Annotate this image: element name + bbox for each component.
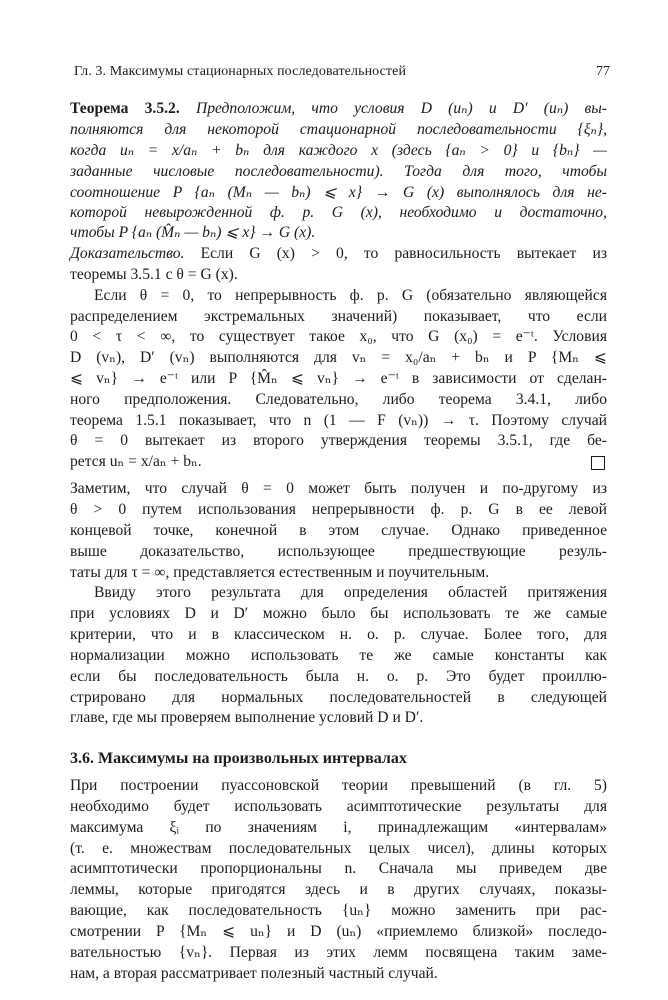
remark-line: если бы последовательность была н. о. р. Это будет проиллю- [70, 668, 607, 685]
remark-line: главе, где мы проверяем выполнение условий D и D′. [70, 709, 424, 726]
section-line: При построении пуассоновской теории превышений (в гл. 5) [70, 777, 607, 794]
remark-line: таты для τ = ∞, представляется естественным и поучительным. [70, 564, 490, 581]
remark-line: критерии, что и в классическом н. о. р. случае. Более того, для [70, 626, 607, 643]
proof-line-text: Если G (x) > 0, то равносильность вытекает из [184, 245, 607, 262]
section-line: максимума ξᵢ по значениям i, принадлежащим «интервалам» [70, 819, 607, 836]
proof-line: ⩽ vₙ} → e⁻ᵗ или P {M̂ₙ ⩽ vₙ} → e⁻ᵗ в зависимости от сделан- [70, 370, 607, 387]
proof-line: ного предположения. Следовательно, либо теорема 3.4.1, либо [70, 391, 607, 408]
theorem-label: Теорема 3.5.2. [70, 100, 180, 117]
theorem-line: которой невырожденной ф. р. G (x), необходимо и достаточно, [70, 204, 607, 221]
remark-line: концевой точке, конечной в этом случае. Однако приведенное [70, 522, 607, 539]
proof-line: 0 < τ < ∞, то существует такое x₀, что G (x₀) = e⁻ᵗ. Условия [70, 328, 607, 345]
qed-square-icon [591, 456, 605, 470]
proof-line [70, 452, 607, 472]
proof-line-text: рется uₙ = x/aₙ + bₙ. [70, 453, 202, 470]
theorem-line: полняются для некоторой стационарной последовательности {ξₙ}, [70, 121, 607, 138]
proof-line [70, 244, 607, 264]
remark-line: Ввиду этого результата для определения областей притяжения [94, 584, 607, 601]
running-title: Гл. 3. Максимумы стационарных последовательностей [74, 64, 407, 79]
proof-line: D (vₙ), D′ (vₙ) выполняются для vₙ = x₀/aₙ + bₙ и P {Mₙ ⩽ [70, 349, 607, 366]
section-heading: 3.6. Максимумы на произвольных интервалах [70, 750, 407, 767]
proof-label: Доказательство. [70, 245, 185, 262]
theorem-line-text: Предположим, что условия D (uₙ) и D′ (uₙ) вы- [179, 100, 607, 117]
section-line: смотрении P {Mₙ ⩽ uₙ} и D (uₙ) «приемлемо близкой» последо- [70, 923, 607, 940]
proof-line: θ = 0 вытекает из второго утверждения теоремы 3.5.1, где бе- [70, 432, 607, 449]
theorem-line: когда uₙ = x/aₙ + bₙ для каждого x (здесь {aₙ > 0} и {bₙ} — [70, 142, 607, 159]
theorem-line: чтобы P {aₙ (M̂ₙ — bₙ) ⩽ x} → G (x). [70, 224, 316, 241]
section-line: леммы, которые пригодятся здесь и в других случаях, показы- [70, 881, 607, 898]
section-line: (т. е. множествам последовательных целых чисел), длины которых [70, 840, 607, 857]
remark-line: нормализации можно использовать те же самые константы как [70, 647, 607, 664]
remark-line: при условиях D и D′ можно было бы использовать те же самые [70, 605, 607, 622]
running-head [70, 64, 610, 84]
section-line: нам, а вторая рассматривает полезный частный случай. [70, 965, 438, 982]
theorem-line: заданные числовые последовательности). Тогда для того, чтобы [70, 163, 607, 180]
section-line: вательностью {vₙ}. Первая из этих лемм посвящена таким заме- [70, 944, 607, 961]
theorem-line: соотношение P {aₙ (Mₙ — bₙ) ⩽ x} → G (x) выполнялось для не- [70, 184, 607, 201]
theorem-line [70, 99, 607, 119]
remark-line: стрировано для нормальных последовательностей в следующей [70, 689, 607, 706]
proof-line: распределением экстремальных значений) показывает, что если [70, 308, 607, 325]
remark-line: Заметим, что случай θ = 0 может быть получен и по-другому из [70, 480, 607, 497]
remark-line: выше доказательство, использующее предшествующие резуль- [70, 543, 607, 560]
section-line: вающие, как последовательность {uₙ} можно заменить при рас- [70, 902, 607, 919]
proof-line: теоремы 3.5.1 с θ = G (x). [70, 266, 238, 283]
page-number: 77 [596, 64, 610, 79]
section-line: необходимо будет использовать асимптотические результаты для [70, 798, 607, 815]
proof-line: Если θ = 0, то непрерывность ф. р. G (обязательно являющейся [94, 287, 607, 304]
proof-line: теорема 1.5.1 показывает, что n (1 — F (vₙ)) → τ. Поэтому случай [70, 412, 607, 429]
section-line: асимптотически пропорциональны n. Сначала мы приведем две [70, 860, 607, 877]
remark-line: θ > 0 путем использования непрерывности ф. р. G в ее левой [70, 501, 607, 518]
